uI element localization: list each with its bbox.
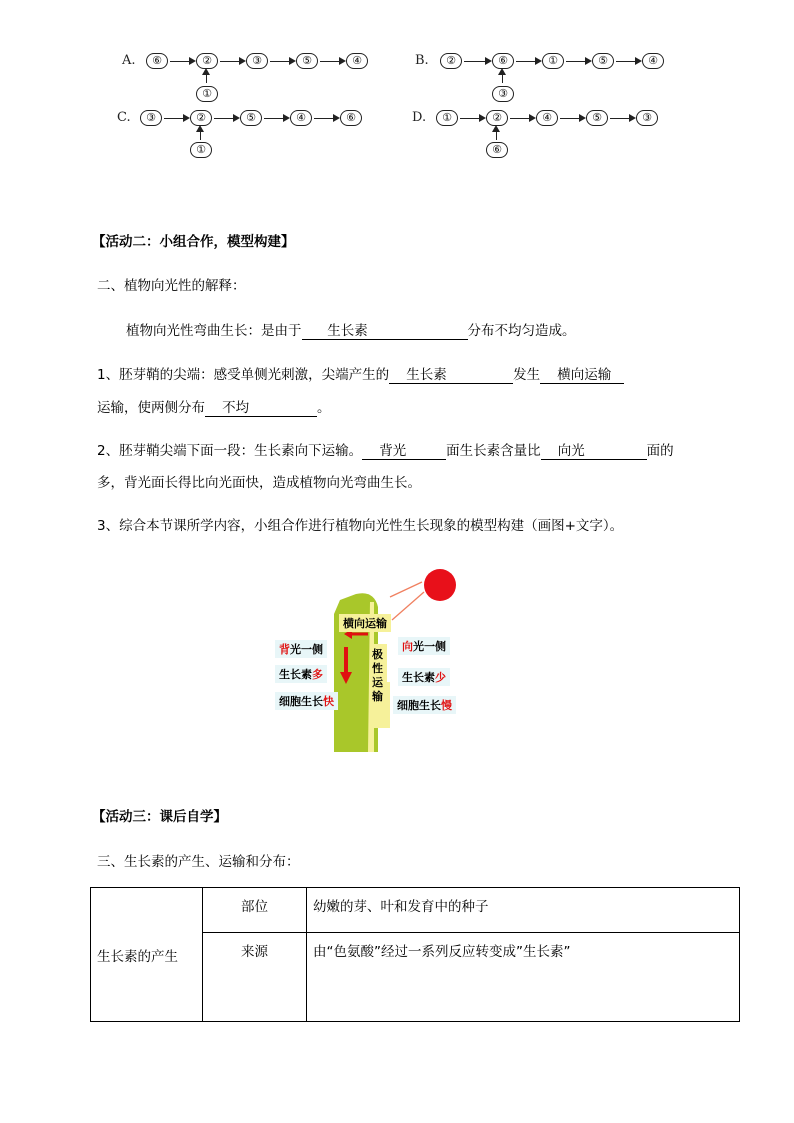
step-circle: ② [486, 110, 508, 126]
arrow-right-icon [566, 61, 590, 62]
fill-answer: 向光 [557, 443, 585, 459]
step-circle: ③ [492, 86, 514, 102]
step-circle: ⑤ [240, 110, 262, 126]
step-circle: ⑤ [586, 110, 608, 126]
step-circle: ① [190, 142, 212, 158]
table-row-header: 生长素的产生 [91, 888, 203, 1022]
step-circle: ④ [642, 53, 664, 69]
step-circle: ① [542, 53, 564, 69]
step-circle: ① [436, 110, 458, 126]
activity3-heading: 【活动三：课后自学】 [92, 809, 227, 825]
para-2-line2: 多，背光面长得比向光面快，造成植物向光弯曲生长。 [97, 475, 421, 491]
arrow-right-icon [560, 118, 584, 119]
step-circle: ④ [346, 53, 368, 69]
step-circle: ③ [140, 110, 162, 126]
light-ray [390, 582, 422, 597]
fill-blank [389, 363, 513, 384]
table-row [91, 888, 740, 933]
para-text: 运输，使两侧分布 [97, 400, 205, 416]
section3-title: 三、生长素的产生、运输和分布： [97, 854, 300, 870]
fill-blank [540, 363, 624, 384]
step-circle: ② [190, 110, 212, 126]
para-1-line2 [97, 396, 331, 417]
arrow-up-icon [206, 71, 207, 83]
arrow-right-icon [220, 61, 244, 62]
fill-blank [205, 396, 317, 417]
label-shaded-side: 背光一侧 [275, 640, 327, 658]
arrow-right-icon [616, 61, 640, 62]
label-lateral-transport: 横向运输 [339, 614, 391, 632]
step-circle: ④ [536, 110, 558, 126]
arrow-right-icon [164, 118, 188, 119]
option-letter: D. [412, 110, 427, 125]
table-cell-label: 部位 [203, 888, 307, 933]
para-2-line1 [97, 439, 674, 460]
arrow-right-icon [214, 118, 238, 119]
step-circle: ⑥ [146, 53, 168, 69]
arrow-right-icon [264, 118, 288, 119]
table-cell-value: 幼嫩的芽、叶和发育中的种子 [307, 888, 740, 933]
step-circle: ⑤ [592, 53, 614, 69]
table-cell-value: 由“色氨酸”经过一系列反应转变成”生长素” [307, 933, 740, 1022]
fill-blank [541, 439, 647, 460]
para-text: 。 [317, 400, 331, 416]
arrow-up-icon [496, 128, 497, 140]
plant-illustration [270, 562, 470, 756]
option-letter: B. [415, 53, 429, 68]
arrow-right-icon [170, 61, 194, 62]
step-circle: ③ [246, 53, 268, 69]
fill-blank [362, 439, 446, 460]
para-1-line1 [97, 363, 624, 384]
option-letter: A. [122, 53, 136, 68]
fill-blank [302, 319, 468, 340]
arrow-right-icon [610, 118, 634, 119]
arrow-right-icon [464, 61, 490, 62]
arrow-up-icon [200, 128, 201, 140]
para-text: 2、胚芽鞘尖端下面一段：生长素向下运输。 [97, 443, 363, 459]
step-circle: ② [440, 53, 462, 69]
step-circle: ③ [636, 110, 658, 126]
activity2-heading: 【活动二：小组合作，模型构建】 [92, 234, 295, 250]
auxin-table [90, 887, 740, 1022]
step-circle: ⑤ [296, 53, 318, 69]
arrow-right-icon [314, 118, 338, 119]
para-text: 发生 [513, 367, 541, 383]
label-auxin-more: 生长素多 [275, 665, 327, 683]
section2-title: 二、植物向光性的解释： [97, 278, 246, 294]
sun-icon [424, 569, 456, 601]
step-circle: ⑥ [492, 53, 514, 69]
arrow-right-icon [320, 61, 344, 62]
fill-answer: 生长素 [327, 323, 368, 339]
step-circle: ① [196, 86, 218, 102]
light-ray [392, 592, 424, 620]
label-slow-growth: 细胞生长慢 [393, 696, 456, 714]
arrow-right-icon [510, 118, 534, 119]
para-3: 3、综合本节课所学内容，小组合作进行植物向光性生长现象的模型构建（画图+文字）。 [97, 518, 624, 534]
step-circle: ④ [290, 110, 312, 126]
fill-answer: 生长素 [406, 367, 447, 383]
fill-answer: 背光 [379, 443, 407, 459]
intro-text: 植物向光性弯曲生长：是由于 [126, 323, 302, 339]
para-text: 1、胚芽鞘的尖端：感受单侧光刺激，尖端产生的 [97, 367, 390, 383]
para-text: 面生长素含量比 [446, 443, 541, 459]
step-circle: ⑥ [340, 110, 362, 126]
arrow-right-icon [270, 61, 294, 62]
label-polar-transport: 极 性 运 输 [372, 648, 383, 703]
intro-line [126, 319, 576, 340]
label-fast-growth: 细胞生长快 [275, 692, 338, 710]
arrow-right-icon [516, 61, 540, 62]
intro-text: 分布不均匀造成。 [467, 323, 576, 339]
fill-answer: 不均 [222, 400, 250, 416]
label-light-side: 向光一侧 [398, 637, 450, 655]
label-auxin-less: 生长素少 [398, 668, 450, 686]
table-cell-label: 来源 [203, 933, 307, 1022]
para-text: 面的 [646, 443, 674, 459]
step-circle: ② [196, 53, 218, 69]
step-circle: ⑥ [486, 142, 508, 158]
arrow-up-icon [502, 71, 503, 83]
arrow-right-icon [460, 118, 484, 119]
fill-answer: 横向运输 [557, 367, 612, 383]
option-letter: C. [117, 110, 131, 125]
